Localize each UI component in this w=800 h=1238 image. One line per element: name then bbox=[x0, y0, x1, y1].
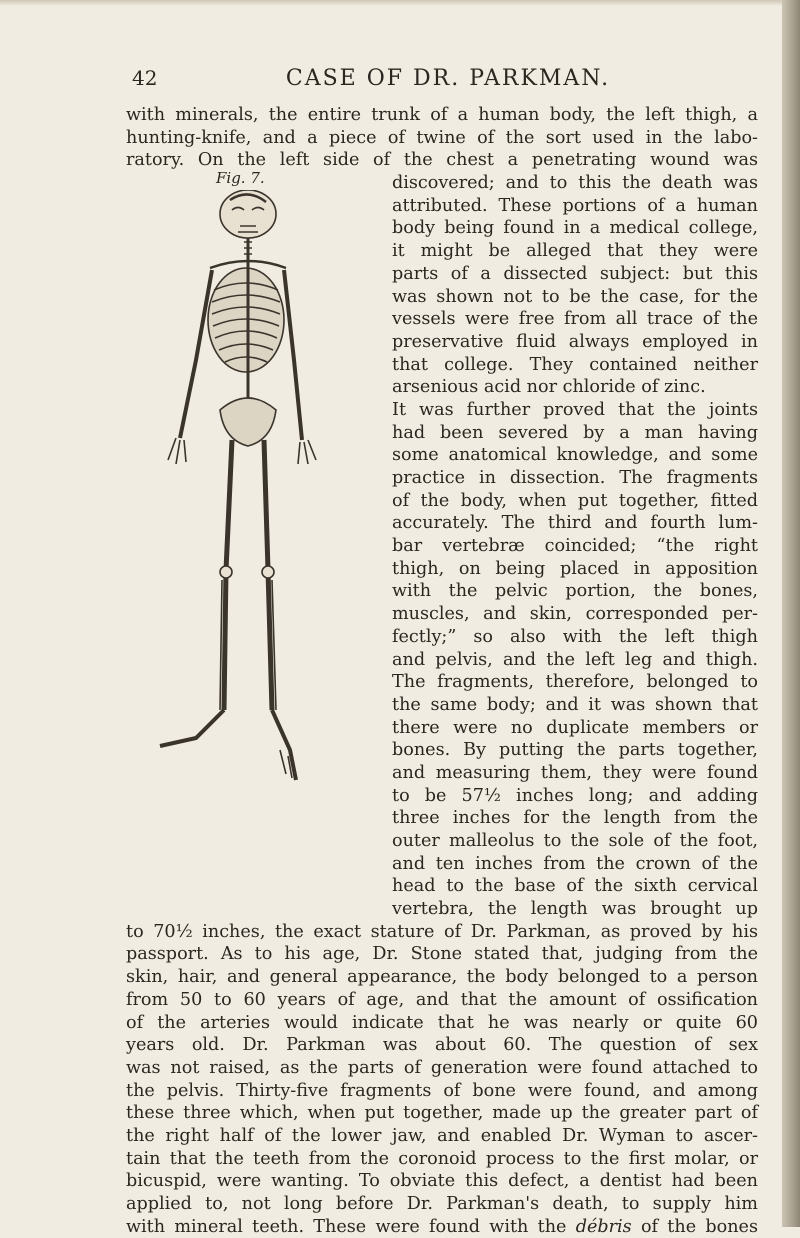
text-line: bones. By putting the parts together, bbox=[392, 740, 758, 761]
text-line: skin, hair, and general appearance, the body belonged to a person bbox=[126, 967, 758, 988]
running-title: CASE OF DR. PARKMAN. bbox=[285, 66, 611, 91]
text-line: some anatomical knowledge, and some bbox=[392, 445, 758, 466]
text-line: three inches for the length from the bbox=[392, 808, 758, 829]
text-line: with minerals, the entire trunk of a human body, the left thigh, a bbox=[126, 105, 758, 125]
text-line: the right half of the lower jaw, and enabled Dr. Wyman to ascer- bbox=[126, 1125, 758, 1146]
page-top-edge bbox=[0, 0, 800, 6]
text-line: It was further proved that the joints bbox=[392, 399, 758, 420]
text-line: these three which, when put together, made up the greater part of bbox=[126, 1103, 758, 1124]
text-line: the pelvis. Thirty-five fragments of bone were found, and among bbox=[126, 1080, 758, 1101]
text-line: of the body, when put together, fitted bbox=[392, 490, 758, 511]
text-line: vessels were free from all trace of the bbox=[392, 309, 758, 330]
text-line: preservative fluid always employed in bbox=[392, 331, 758, 352]
text-line: and ten inches from the crown of the bbox=[392, 853, 758, 874]
text-line: was not raised, as the parts of generation were found attached to bbox=[126, 1057, 758, 1078]
text-line: practice in dissection. The fragments bbox=[392, 468, 758, 488]
text-line: it might be alleged that they were bbox=[392, 241, 758, 262]
last-line-start: with mineral teeth. These were found with the bbox=[126, 1216, 576, 1237]
text-line: accurately. The third and fourth lum- bbox=[392, 513, 758, 534]
text-line: had been severed by a man having bbox=[392, 422, 758, 443]
text-line: bar vertebræ coincided; “the right bbox=[392, 536, 758, 557]
text-line: discovered; and to this the death was bbox=[392, 173, 758, 194]
text-line: years old. Dr. Parkman was about 60. The question of sex bbox=[126, 1035, 758, 1056]
text-line: that college. They contained neither bbox=[392, 354, 758, 375]
text-line: was shown not to be the case, for the bbox=[392, 286, 758, 307]
text-line: arsenious acid nor chloride of zinc. bbox=[392, 377, 706, 398]
page-binding-edge bbox=[782, 0, 800, 1227]
italic-term: débris bbox=[575, 1216, 632, 1237]
text-line: head to the base of the sixth cervical bbox=[392, 876, 758, 897]
text-line: The fragments, therefore, belonged to bbox=[392, 672, 758, 693]
text-line: bicuspid, were wanting. To obviate this defect, a dentist had been bbox=[126, 1171, 758, 1192]
text-line: to be 57½ inches long; and adding bbox=[392, 785, 758, 806]
page-number: 42 bbox=[132, 66, 158, 90]
last-line-end: of the bones bbox=[631, 1216, 758, 1237]
figure-label: Fig. 7. bbox=[216, 169, 265, 187]
text-line: and pelvis, and the left leg and thigh. bbox=[392, 649, 758, 670]
text-line: ratory. On the left side of the chest a penetrating wound was bbox=[126, 150, 758, 171]
text-line: outer malleolus to the sole of the foot, bbox=[392, 831, 758, 851]
text-line: tain that the teeth from the coronoid process to the first molar, or bbox=[126, 1148, 758, 1169]
text-line: thigh, on being placed in apposition bbox=[392, 558, 758, 579]
text-line: there were no duplicate members or bbox=[392, 717, 758, 738]
page-header bbox=[132, 66, 764, 96]
text-line: from 50 to 60 years of age, and that the amount of ossification bbox=[126, 989, 758, 1010]
text-line: and measuring them, they were found bbox=[392, 762, 758, 783]
text-line: muscles, and skin, corresponded per- bbox=[392, 604, 758, 625]
text-line: with the pelvic portion, the bones, bbox=[392, 581, 758, 602]
text-line: passport. As to his age, Dr. Stone stated that, judging from the bbox=[126, 944, 758, 965]
body-text bbox=[126, 104, 758, 1238]
text-line: of the arteries would indicate that he was nearly or quite 60 bbox=[126, 1012, 758, 1033]
text-line: the same body; and it was shown that bbox=[392, 694, 758, 715]
text-line: hunting-knife, and a piece of twine of the sort used in the labo- bbox=[126, 127, 758, 148]
text-line: fectly;” so also with the left thigh bbox=[392, 626, 758, 647]
text-line: vertebra, the length was brought up bbox=[392, 899, 758, 920]
text-line: parts of a dissected subject: but this bbox=[392, 263, 758, 284]
text-line: attributed. These portions of a human bbox=[392, 195, 758, 216]
text-line: body being found in a medical college, bbox=[392, 218, 758, 239]
text-line: applied to, not long before Dr. Parkman's death, to supply him bbox=[126, 1194, 758, 1214]
text-line: to 70½ inches, the exact stature of Dr. Parkman, as proved by his bbox=[126, 921, 758, 942]
